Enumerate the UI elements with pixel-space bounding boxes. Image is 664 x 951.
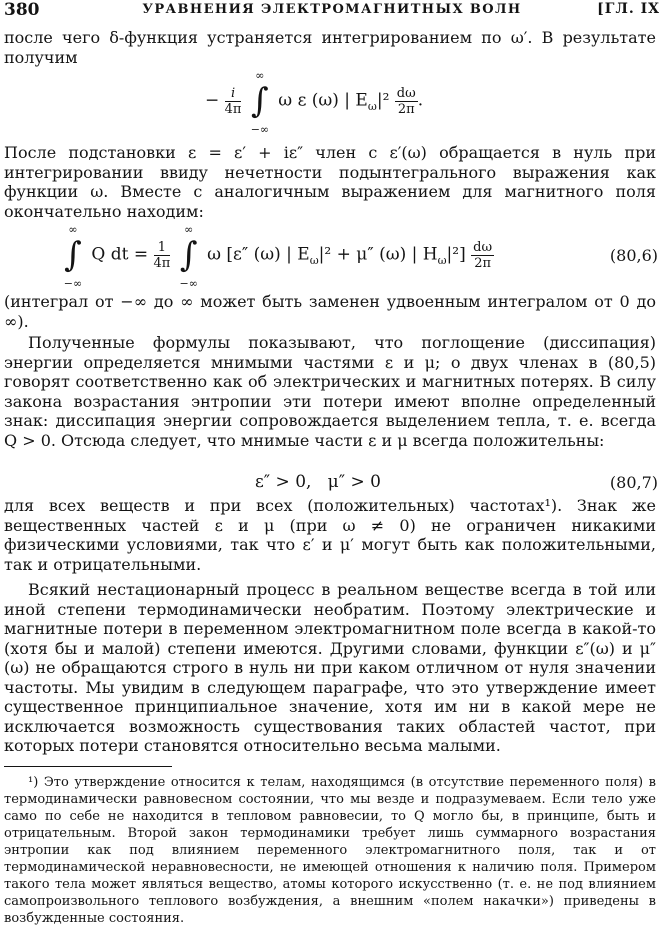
chapter-label: [ГЛ. IX (597, 1, 660, 17)
eq1-integral-sign: ∞ ∫ −∞ (250, 69, 270, 136)
paragraph-2: После подстановки ε = ε′ + iε″ член с ε′(ω) обращается в нуль при интегрировании ввиду нечетности подынтегрального выражения как функции ω. Вместе с аналогичным выражением для магнитного поля окончательно находим: (4, 143, 656, 221)
paragraph-3: (интеграл от −∞ до ∞ может быть заменен удвоенным интегралом от 0 до ∞). (4, 292, 656, 331)
paragraph-4: Полученные формулы показывают, что поглощение (диссипация) энергии определяется мнимыми частями ε и μ; о двух членах в (80,5) говорят соответственно как об электрических и магнитных потерях. В силу закона возрастания энтропии эти потери имеют вполне определенный знак: диссипация энергии сопровождается выделением тепла, т. е. всегда Q > 0. Отсюда следует, что мнимые части ε и μ всегда положительны: (4, 333, 656, 450)
eq1-differential: $\frac{d\omega}{2\pi}$ (396, 85, 416, 117)
eq3-expression: ε″ > 0, μ″ > 0 (255, 472, 381, 492)
footnote-rule (4, 766, 172, 767)
eq1-coefficient: $\frac{i}{4\pi}$ (224, 85, 242, 117)
eq2-coefficient: $\frac{1}{4\pi}$ (153, 239, 171, 271)
eq1-period: . (417, 90, 424, 111)
running-head (0, 0, 664, 22)
eq2-number: (80,6) (609, 246, 658, 265)
eq3-number: (80,7) (609, 473, 658, 492)
equation-2 (0, 222, 664, 288)
page-number: 380 (4, 0, 40, 20)
equation-3 (0, 472, 664, 496)
eq2-integrand-b: |² + μ″ (ω) | H (318, 244, 438, 265)
paragraph-6: Всякий нестационарный процесс в реальном веществе всегда в той или иной степени термодинамически необратим. Поэтому электрические и магнитные потери в переменном электромагнитном поле всегда в какой-то (хотя бы и малой) степени имеются. Другими словами, функции ε″(ω) и μ″(ω) не обращаются строго в нуль ни при каком отличном от нуля значении частоты. Мы увидим в следующем параграфе, что это утверждение имеет существенное принципиальное значение, хотя им ни в какой мере не исключается возможность существования таких областей частот, при которых потери становятся относительно весьма малыми. (4, 580, 656, 755)
paragraph-1: после чего δ-функция устраняется интегрированием по ω′. В результате получим (4, 28, 656, 67)
eq2-integrand-a: ω [ε″ (ω) | E (207, 244, 310, 265)
eq1-sign: − (205, 90, 220, 111)
eq1-subscript: ω (367, 99, 377, 113)
running-title: УРАВНЕНИЯ ЭЛЕКТРОМАГНИТНЫХ ВОЛН (142, 2, 522, 17)
eq1-integrand: ω ε (ω) | E (278, 90, 368, 111)
footnote: ¹) Это утверждение относится к телам, находящимся (в отсутствие переменного поля) в термодинамически равновесном состоянии, что мы везде и подразумеваем. Если тело уже само по себе не находится в тепловом равновесии, то Q могло бы, в принципе, быть и отрицательным. Второй закон термодинамики требует лишь суммарного возрастания энтропии как под влиянием переменного электромагнитного поля, так и от термодинамической неравновесности, не имеющей отношения к наличию поля. Примером такого тела может являться вещество, атомы которого искусственно (т. е. не под влиянием самопроизвольного теплового возбуждения, а внешним «полем накачки») приведены в возбужденные состояния. (4, 775, 656, 926)
eq2-subscript-e: ω (309, 253, 319, 267)
eq2-integrand-c: |²] (446, 244, 466, 265)
eq2-integral-right: ∞ ∫ −∞ (179, 223, 198, 290)
equation-1 (0, 69, 664, 136)
eq1-power: |² (376, 90, 390, 111)
eq2-differential: $\frac{d\omega}{2\pi}$ (473, 239, 493, 271)
paragraph-5: для всех веществ и при всех (положительных) частотах¹). Знак же вещественных частей ε и μ (при ω ≠ 0) не ограничен никакими физическими условиями, так что ε′ и μ′ могут быть как положительными, так и отрицательными. (4, 496, 656, 574)
eq2-integral-left: ∞ ∫ −∞ (63, 223, 83, 290)
eq2-lhs: Q dt = (91, 244, 149, 265)
eq2-subscript-h: ω (437, 253, 447, 267)
